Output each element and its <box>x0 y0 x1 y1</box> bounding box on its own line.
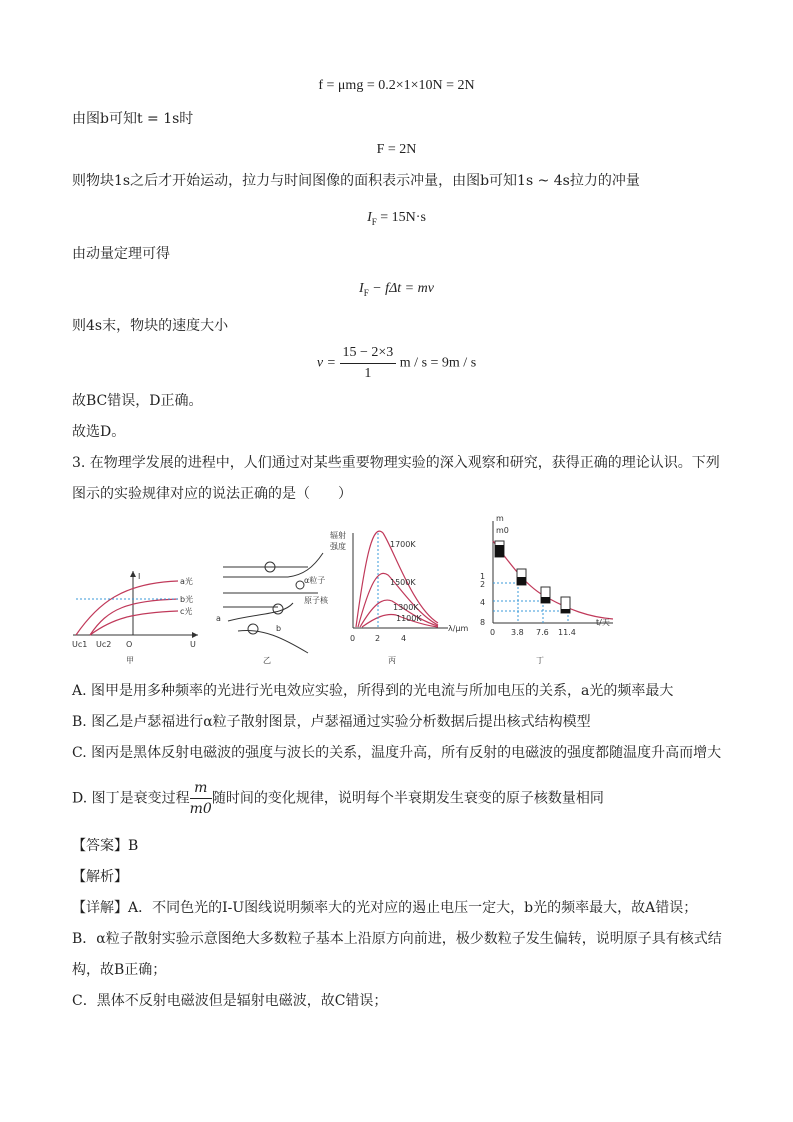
option-a: A. 图甲是用多种频率的光进行光电效应实验，所得到的光电流与所加电压的关系，a光的频率最大 <box>72 683 674 699</box>
eighth-8: 8 <box>480 618 486 627</box>
option-b: B. 图乙是卢瑟福进行α粒子散射图景，卢瑟福通过实验分析数据后提出核式结构模型 <box>72 714 591 730</box>
m0-label: m0 <box>496 526 509 535</box>
figure-yi-caption: 乙 <box>263 656 271 665</box>
text-line: 则物块1s之后才开始运动，拉力与时间图像的面积表示冲量，由图b可知1s ~ 4s拉力的冲量 <box>72 173 640 189</box>
b-light-label: b光 <box>180 595 194 604</box>
text-line: 故BC错误，D正确。 <box>72 393 203 409</box>
intensity-label: 强度 <box>330 542 346 551</box>
nucleus-label: 原子核 <box>304 596 328 605</box>
c-light-label: c光 <box>180 607 193 616</box>
detail-line: 构，故B正确； <box>72 962 167 978</box>
detail-line: C．黑体不反射电磁波但是辐射电磁波，故C错误； <box>72 993 388 1009</box>
half-1: 1 <box>480 572 486 581</box>
alpha-particle-label: α粒子 <box>304 576 326 585</box>
tick-2: 2 <box>375 634 381 643</box>
figure-jia-caption: 甲 <box>126 656 134 665</box>
axis-U-label: U <box>190 640 196 649</box>
half-2: 2 <box>480 580 486 589</box>
question-3-line2: 图示的实验规律对应的说法正确的是（ ） <box>72 486 352 502</box>
equation-momentum: $I_F - f\Delta t$ = mv <box>359 281 434 298</box>
option-d: D. 图丁是衰变过程 $\frac{m}{m0}$ 随时间的变化规律，说明每个半衰期发生衰变的原子核数量相同 <box>72 780 604 817</box>
time-11-4: 11.4 <box>558 628 576 637</box>
figure-yi <box>216 553 329 665</box>
figure-ding-caption: 丁 <box>536 656 544 665</box>
option-c: C. 图丙是黑体反射电磁波的强度与波长的关系，温度升高，所有反射的电磁波的强度都随温度升高而增大 <box>72 745 722 761</box>
lambda-unit-label: λ/μm <box>448 624 469 633</box>
time-unit-label: t/天 <box>596 618 610 627</box>
quarter-4: 4 <box>480 598 486 607</box>
radiation-label: 辐射 <box>330 531 346 540</box>
uc2-label: Uc2 <box>96 640 112 649</box>
origin-label: O <box>126 640 133 649</box>
text-line: 故选D。 <box>72 424 126 440</box>
temp-1100-label: 1100K <box>396 614 422 623</box>
time-7-6: 7.6 <box>536 628 549 637</box>
text-line: 由图b可知t = 1s时 <box>72 111 194 127</box>
m-label: m <box>496 514 504 523</box>
detail-line: 【详解】A．不同色光的I-U图线说明频率大的光对应的遏止电压一定大，b光的频率最大，故A错误； <box>72 900 698 916</box>
answer-label: 【答案】B <box>72 838 139 854</box>
tick-0: 0 <box>350 634 356 643</box>
temp-1700-label: 1700K <box>390 540 416 549</box>
figure-jia <box>72 571 198 665</box>
figure-group <box>68 513 628 673</box>
equation-impulse: $I_F = 15N\cdot s$ <box>367 210 426 227</box>
a-light-label: a光 <box>180 577 193 586</box>
time-3-8: 3.8 <box>511 628 524 637</box>
text-line: 则4s末，物块的速度大小 <box>72 318 229 334</box>
figure-bing <box>330 530 469 665</box>
question-3-line1: 3. 在物理学发展的进程中，人们通过对某些重要物理实验的深入观察和研究，获得正确的理论认识。下列 <box>72 455 720 471</box>
temp-1300-label: 1300K <box>393 603 419 612</box>
text-line: 由动量定理可得 <box>72 246 170 262</box>
equation-friction: f = μmg = 0.2×1×10N = 2N <box>318 78 475 93</box>
equation-velocity: v = $\frac{15 - 2\times 3}{1}$ m / s = 9m / s <box>316 345 477 381</box>
time-0: 0 <box>490 628 496 637</box>
detail-line: B．α粒子散射实验示意图绝大多数粒子基本上沿原方向前进，极少数粒子发生偏转，说明原子具有核式结 <box>72 931 722 947</box>
equation-force: F = 2N <box>376 142 417 157</box>
figure-ding <box>480 514 613 665</box>
uc1-label: Uc1 <box>72 640 88 649</box>
temp-1500-label: 1500K <box>390 578 416 587</box>
tick-4: 4 <box>401 634 407 643</box>
figure-bing-caption: 丙 <box>388 656 396 665</box>
path-b-label: b <box>276 624 282 633</box>
axis-I-label: I <box>138 572 141 581</box>
analysis-label: 【解析】 <box>72 869 128 885</box>
path-a-label: a <box>216 614 221 623</box>
